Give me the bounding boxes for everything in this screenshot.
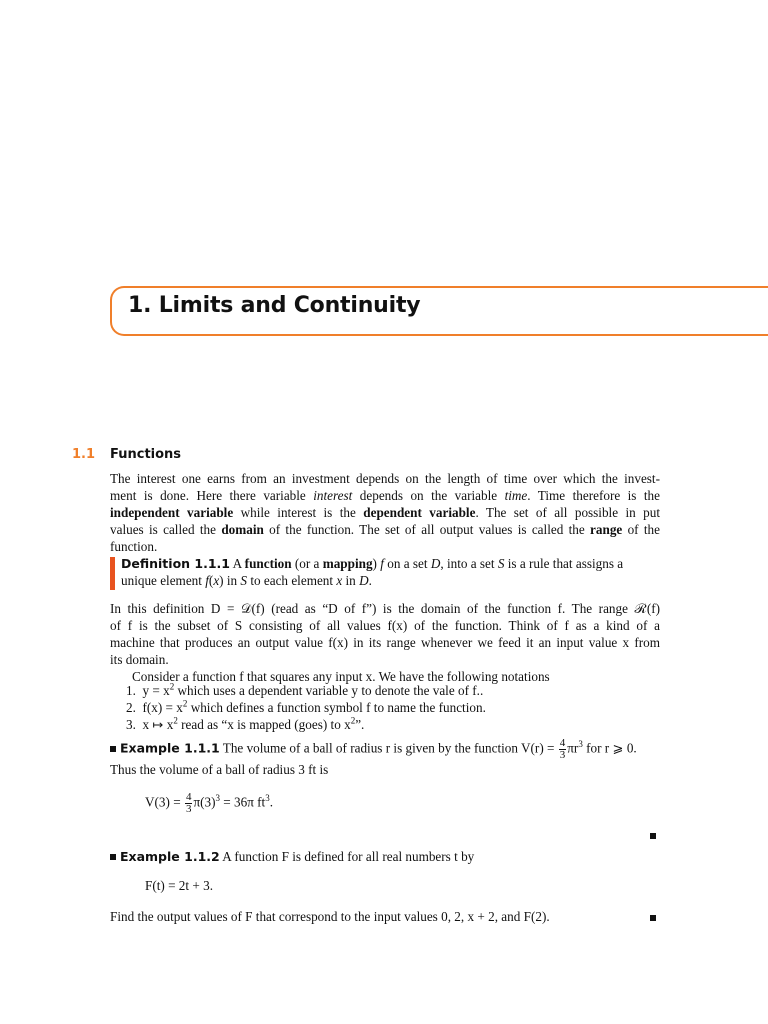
- intro-line-5: function.: [110, 539, 158, 554]
- example-marker-icon: [110, 746, 116, 752]
- para2-line-5: Consider a function f that squares any input x. We have the following notations: [132, 669, 550, 684]
- para2-line-1: In this definition D = 𝒟(f) (read as “D of f”) is the domain of the function f. The range ℛ(f): [110, 601, 660, 616]
- section-title: Functions: [110, 447, 182, 462]
- end-of-example-icon: [650, 915, 656, 921]
- para2-line-2: of f is the subset of S consisting of all values f(x) of the function. Think of f as a kind of a: [110, 618, 660, 633]
- example-marker-icon: [110, 854, 116, 860]
- definition-explanation: [110, 600, 660, 685]
- definition-line-1: Definition 1.1.1 A function (or a mapping) f on a set D, into a set S is a rule that assigns a: [121, 556, 624, 571]
- para2-line-4: its domain.: [110, 652, 169, 667]
- example-2: [110, 848, 660, 865]
- definition-marker: [110, 557, 115, 590]
- definition-block: [121, 555, 661, 589]
- intro-line-1: The interest one earns from an investment depends on the length of time over which the invest-: [110, 471, 660, 486]
- intro-line-2: ment is done. Here there variable interest depends on the variable time. Time therefore is the: [110, 488, 660, 503]
- example-1: [110, 738, 660, 778]
- example-2-equation: F(t) = 2t + 3.: [145, 878, 213, 893]
- intro-paragraph: [110, 470, 660, 555]
- definition-line-2: unique element f(x) in S to each element x in D.: [121, 573, 372, 588]
- example-2-question: [110, 908, 660, 925]
- list-item: 3. x ↦ $x^2$ read as “x is mapped (goes) to $x^2$”.: [126, 715, 365, 732]
- fraction: $\frac{4}{3}$: [559, 737, 566, 761]
- notation-list: [126, 682, 486, 733]
- end-of-example-icon: [650, 833, 656, 839]
- example-2-line-1: Example 1.1.2 A function F is defined for all real numbers t by: [110, 848, 660, 865]
- para2-line-3: machine that produces an output value f(x) in its range whenever we feed it an input value x from: [110, 635, 660, 650]
- example-1-line-2: Thus the volume of a ball of radius 3 ft is: [110, 762, 329, 777]
- intro-line-3: independent variable while interest is the dependent variable. The set of all possible in put: [110, 505, 660, 520]
- section-number: 1.1: [72, 447, 96, 462]
- fraction: $\frac{4}{3}$: [185, 791, 192, 815]
- intro-line-4: values is called the domain of the function. The set of all output values is called the range of the: [110, 522, 660, 537]
- example-1-line-1: Example 1.1.1 The volume of a ball of radius r is given by the function V(r) = $\frac{4}{3}$ $\pi r^3$ for r ⩾ 0.: [110, 738, 660, 761]
- example-2-question-text: Find the output values of F that correspond to the input values 0, 2, x + 2, and F(2).: [110, 909, 550, 924]
- list-item: 1. $y = x^2$ which uses a dependent variable y to denote the vale of f..: [126, 681, 484, 698]
- chapter-title: 1. Limits and Continuity: [128, 293, 421, 318]
- list-item: 2. $f(x) = x^2$ which defines a function symbol f to name the function.: [126, 698, 486, 715]
- example-1-equation: V(3) = $\frac{4}{3}$ $\pi(3)^3 = 36\pi$ $ft^3$.: [145, 791, 274, 815]
